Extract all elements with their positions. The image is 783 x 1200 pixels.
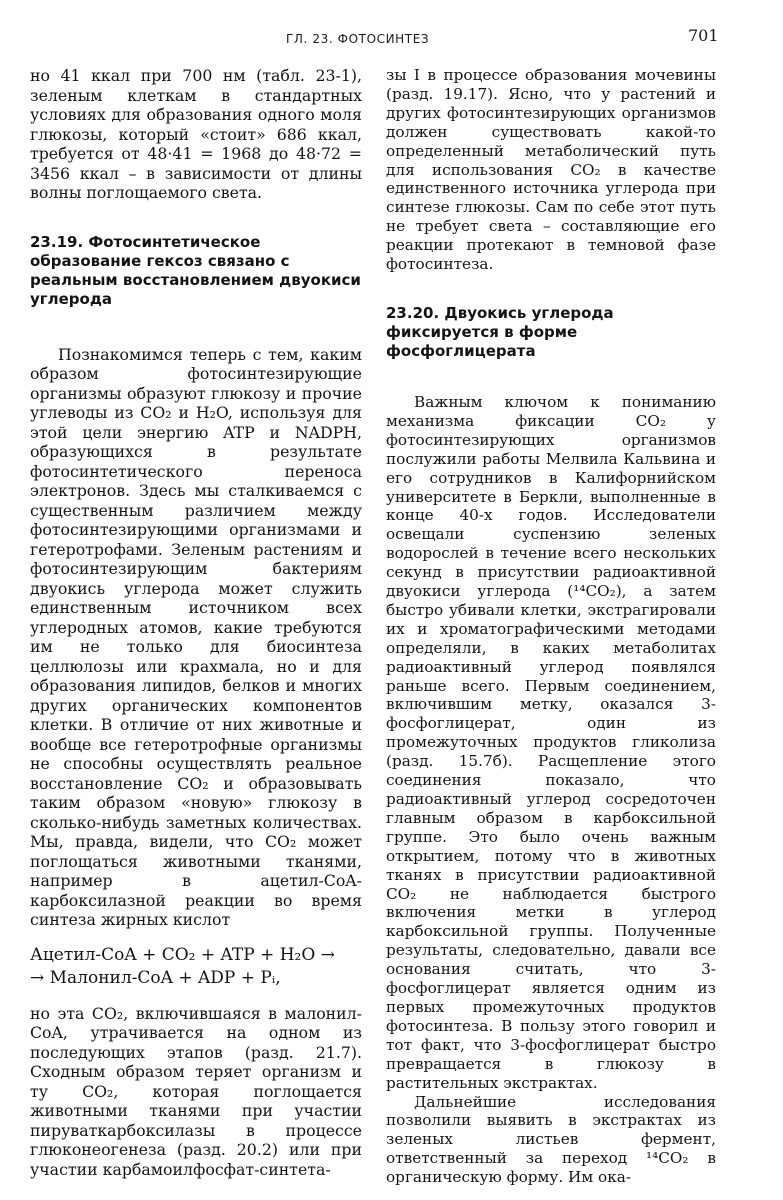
body-paragraph: но эта CO₂, включившаяся в малонил-CoA, утрачивается на одном из последующих этапов (разд. 21.7). Сходным образом теряет организм и ту CO₂, которая поглощается животными тканями при участии пируваткарбоксилазы в процессе глюконеогенеза (разд. 20.2) или при участии карбамоилфосфат-синтета- <box>30 1003 362 1179</box>
continuation-text: но 41 ккал при 700 нм (табл. 23-1), зеленым клеткам в стандартных условиях для образования одного моля глюкозы, который «стоит» 686 ккал, требуется от 48·41 = 1968 до 48·72 = 3456 ккал – в зависимости от длины волны поглощаемого света. <box>30 66 362 202</box>
equation-line-2: → Малонил-CoA + ADP + Pᵢ, <box>30 967 281 988</box>
continuation-text: зы I в процессе образования мочевины (разд. 19.17). Ясно, что у растений и других фотосинтезирующих организмов должен существовать какой-то определенный метаболический путь для использования CO₂ в качестве единственного источника углерода при синтезе глюкозы. Сам по себе этот путь не требует света – составляющие его реакции протекают в темновой фазе фотосинтеза. <box>386 66 716 274</box>
section-heading-23-20: 23.20. Двуокись углерода фиксируется в форме фосфоглицерата <box>386 303 614 360</box>
reaction-equation <box>30 944 362 990</box>
equation-line-1: Ацетил-CoA + CO₂ + ATP + H₂O → <box>30 944 335 965</box>
page-number: 701 <box>688 26 719 45</box>
right-column <box>386 66 716 1187</box>
left-column <box>30 66 362 1179</box>
running-header: ГЛ. 23. ФОТОСИНТЕЗ <box>286 32 430 46</box>
body-paragraph: Дальнейшие исследования позволили выявить в экстрактах из зеленых листьев фермент, ответственный за переход ¹⁴CO₂ в органическую форму. Им ока- <box>386 1092 716 1187</box>
body-paragraph: Важным ключом к пониманию механизма фиксации CO₂ у фотосинтезирующих организмов послужили работы Мелвила Кальвина и его сотрудников в Калифорнийском университете в Беркли, выполненные в конце 40-х годов. Исследователи освещали суспензию зеленых водорослей в течение всего нескольких секунд в присутствии радиоактивной двуокиси углерода (¹⁴CO₂), а затем быстро убивали клетки, экстрагировали их и хроматографическими методами определяли, в каких метаболитах радиоактивный углерод появлялся раньше всего. Первым соединением, включившим метку, оказался 3-фосфоглицерат, один из промежуточных продуктов гликолиза (разд. 15.7б). Расщепление этого соединения показало, что радиоактивный углерод сосредоточен главным образом в карбоксильной группе. Это было очень важным открытием, потому что в животных тканях в присутствии радиоактивной CO₂ не наблюдается быстрого включения метки в углерод карбоксильной группы. Полученные результаты, следовательно, давали все основания считать, что 3-фосфоглицерат является одним из первых промежуточных продуктов фотосинтеза. В пользу этого говорил и тот факт, что 3-фосфоглицерат быстро превращается в глюкозу в растительных экстрактах. <box>386 392 716 1092</box>
body-paragraph: Познакомимся теперь с тем, каким образом фотосинтезирующие организмы образуют глюкозу и прочие углеводы из CO₂ и H₂O, используя для этой цели энергию ATP и NADPH, образующихся в результате фотосинтетического переноса электронов. Здесь мы сталкиваемся с существенным различием между фотосинтезирующими организмами и гетеротрофами. Зеленым растениям и фотосинтезирующим бактериям двуокись углерода может служить единственным источником всех углеродных атомов, какие требуются им не только для биосинтеза целлюлозы или крахмала, но и для образования липидов, белков и многих других органических компонентов клетки. В отличие от них животные и вообще все гетеротрофные организмы не способны осуществлять реальное восстановление CO₂ и образовывать таким образом «новую» глюкозу в сколько-нибудь заметных количествах. Мы, правда, видели, что CO₂ может поглощаться животными тканями, например в ацетил-CoA-карбоксилазной реакции во время синтеза жирных кислот <box>30 344 362 929</box>
section-heading-23-19: 23.19. Фотосинтетическое образование гексоз связано с реальным восстановлением двуокиси углерода <box>30 232 361 308</box>
